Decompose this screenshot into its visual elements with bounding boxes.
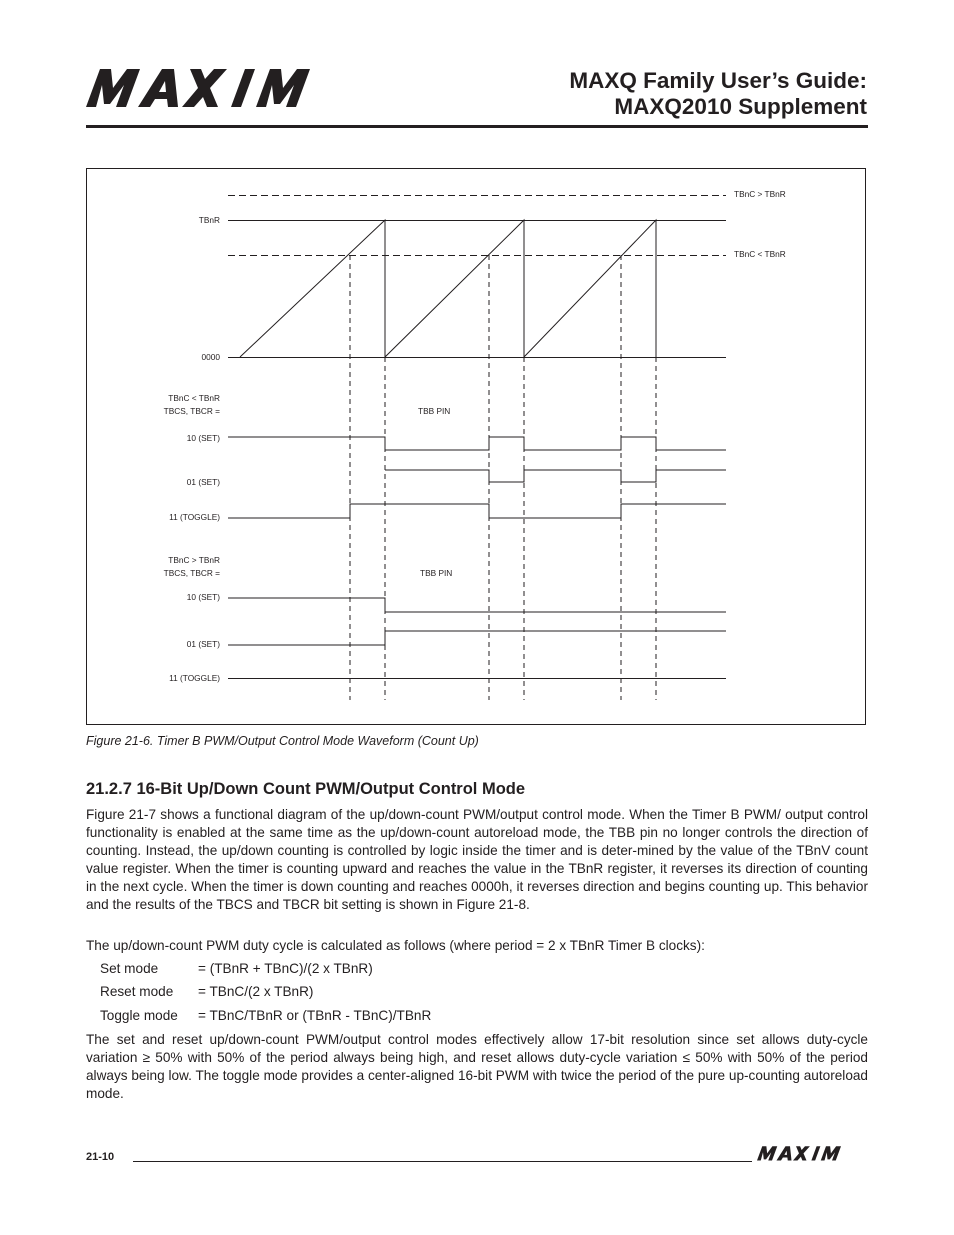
- label-sec1-set10: 10 (SET): [186, 433, 220, 443]
- label-sec2-set01: 01 (SET): [186, 639, 220, 649]
- label-tbnc-gt: TBnC > TBnR: [734, 189, 786, 199]
- logo-text: MAXIM: [86, 66, 90, 67]
- label-sec2-set10: 10 (SET): [186, 592, 220, 602]
- sec1-set10-waveform: [228, 437, 726, 450]
- body-paragraph-3: The set and reset up/down-count PWM/output control modes effectively allow 17-bit resolution since set allows duty-cycle variation ≥ 50% with 50% of the period always being high, and reset allows duty-cycle variation ≤ 50% with 50% of the period always being low. The toggle mode provides a center-aligned 16-bit PWM with twice the period of the pure up-counting autoreload mode.: [86, 1032, 868, 1101]
- label-zero: 0000: [201, 352, 220, 362]
- document-title-line2: MAXQ2010 Supplement: [614, 94, 867, 119]
- sec2-set01-waveform: [228, 631, 726, 645]
- label-sec1-pin: TBB PIN: [418, 406, 451, 416]
- maxim-footer-logo: [757, 1145, 868, 1161]
- footer-rule: [133, 1161, 752, 1162]
- header-rule: [86, 125, 868, 128]
- label-sec1-set01: 01 (SET): [186, 477, 220, 487]
- sec2-set10-waveform: [228, 598, 726, 612]
- label-sec2-bits: TBCS, TBCR =: [163, 568, 220, 578]
- counter-sawtooth: [240, 220, 656, 357]
- label-sec2-condition: TBnC > TBnR: [168, 555, 220, 565]
- formula-expr-set: = (TBnR + TBnC)/(2 x TBnR): [198, 961, 373, 976]
- section-heading: 21.2.7 16-Bit Up/Down Count PWM/Output Control Mode: [86, 780, 526, 798]
- label-sec1-bits: TBCS, TBCR =: [163, 406, 220, 416]
- page-number: 21-10: [86, 1151, 115, 1163]
- figure-caption: Figure 21-6. Timer B PWM/Output Control Mode Waveform (Count Up): [86, 734, 479, 748]
- label-tbnc-lt: TBnC < TBnR: [734, 249, 786, 259]
- waveform-diagram: [86, 168, 866, 725]
- label-tbnr: TBnR: [198, 215, 220, 225]
- body-paragraph-2: The up/down-count PWM duty cycle is calculated as follows (where period = 2 x TBnR Timer B clocks):: [86, 938, 705, 953]
- formula-expr-toggle: = TBnC/TBnR or (TBnR - TBnC)/TBnR: [198, 1008, 432, 1023]
- formula-expr-reset: = TBnC/(2 x TBnR): [198, 984, 314, 999]
- document-title-line1: MAXQ Family User’s Guide:: [569, 68, 867, 93]
- maxim-logo: [86, 66, 382, 108]
- sec1-set01-waveform: [385, 470, 726, 482]
- label-sec1-condition: TBnC < TBnR: [168, 393, 220, 403]
- sec1-toggle11-waveform: [228, 504, 726, 518]
- formula-label-set: Set mode: [100, 961, 159, 976]
- formula-label-toggle: Toggle mode: [100, 1008, 178, 1023]
- label-sec2-toggle11: 11 (TOGGLE): [169, 673, 220, 683]
- formula-label-reset: Reset mode: [100, 984, 174, 999]
- label-sec2-pin: TBB PIN: [420, 568, 453, 578]
- body-paragraph-1: Figure 21-7 shows a functional diagram of the up/down-count PWM/output control mode. When the Timer B PWM/ output control functionality is enabled at the same time as the up/down-count autoreload mode, the TBB pin no longer controls the direction of counting. Instead, the up/down counting is controlled by logic inside the timer and is deter-mined by the value of the TBnV count value register. When the timer is counting upward and reaches the value in the TBnR register, it reverses its direction of counting in the next cycle. When the timer is down counting and reaches 0000h, it reverses direction and begins counting up. This behavior and the results of the TBCS and TBCR bit setting is shown in Figure 21-8.: [86, 807, 868, 912]
- label-sec1-toggle11: 11 (TOGGLE): [169, 512, 220, 522]
